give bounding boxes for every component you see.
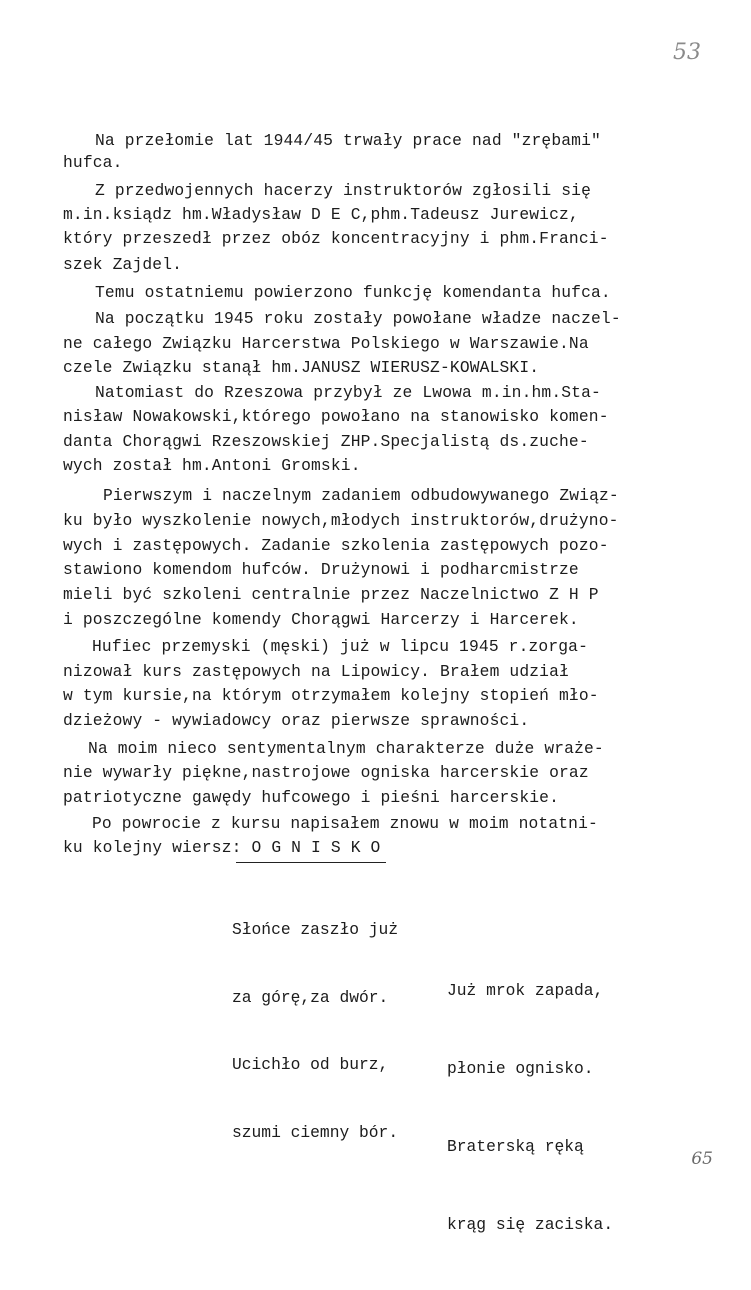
text-line: nisław Nowakowski,którego powołano na stanowisko komen- bbox=[63, 407, 609, 426]
text-line: wych został hm.Antoni Gromski. bbox=[63, 456, 361, 475]
text-line: ku było wyszkolenie nowych,młodych instruktorów,drużyno- bbox=[63, 511, 619, 530]
text-line: Na moim nieco sentymentalnym charakterze duże wraże- bbox=[88, 739, 604, 758]
poem-line: Braterską ręką bbox=[447, 1137, 584, 1156]
poem-line: szumi ciemny bór. bbox=[232, 1122, 399, 1142]
text-line: dzieżowy - wywiadowcy oraz pierwsze sprawności. bbox=[63, 711, 530, 730]
text-line: m.in.ksiądz hm.Władysław D E C,phm.Tadeusz Jurewicz, bbox=[63, 205, 579, 224]
handwritten-corner-note: 53 bbox=[673, 40, 701, 65]
text-line: Na przełomie lat 1944/45 trwały prace nad "zrębami" bbox=[95, 131, 601, 150]
text-line: ne całego Związku Harcerstwa Polskiego w Warszawie.Na bbox=[63, 334, 589, 353]
text-line: patriotyczne gawędy hufcowego i pieśni harcerskie. bbox=[63, 788, 560, 807]
poem-stanza-1 bbox=[232, 874, 398, 1189]
text-line: Po powrocie z kursu napisałem znowu w moim notatni- bbox=[92, 814, 598, 833]
text-line: który przeszedł przez obóz koncentracyjny i phm.Franci- bbox=[63, 229, 609, 248]
text-line: i poszczególne komendy Chorągwi Harcerzy i Harcerek. bbox=[63, 610, 579, 629]
text-line: nizował kurs zastępowych na Lipowicy. Brałem udział bbox=[63, 662, 569, 681]
text-line: w tym kursie,na którym otrzymałem kolejny stopień mło- bbox=[63, 686, 599, 705]
text-line: czele Związku stanął hm.JANUSZ WIERUSZ-KOWALSKI. bbox=[63, 358, 540, 377]
poem-line: Ucichło od burz, bbox=[232, 1055, 389, 1074]
text-line: ku kolejny wiersz: O G N I S K O bbox=[63, 838, 381, 857]
text-line: szek Zajdel. bbox=[63, 255, 183, 274]
poem-line: za górę,za dwór. bbox=[232, 987, 389, 1007]
poem-line: Już mrok zapada, bbox=[447, 981, 604, 1000]
text-line: wych i zastępowych. Zadanie szkolenia zastępowych pozo- bbox=[63, 536, 609, 555]
text-line: Temu ostatniemu powierzono funkcję komendanta hufca. bbox=[95, 283, 611, 302]
text-line: mieli być szkoleni centralnie przez Naczelnictwo Z H P bbox=[63, 585, 599, 604]
poem-line: płonie ognisko. bbox=[447, 1059, 594, 1078]
text-line: stawiono komendom hufców. Drużynowi i podharcmistrze bbox=[63, 560, 579, 579]
poem-title-underline bbox=[236, 862, 386, 863]
text-line: Hufiec przemyski (męski) już w lipcu 1945 r.zorga- bbox=[92, 637, 589, 656]
text-line: hufca. bbox=[63, 153, 123, 172]
poem-stanza-2 bbox=[447, 926, 613, 1290]
text-line: danta Chorągwi Rzeszowskiej ZHP.Specjalistą ds.zuche- bbox=[63, 432, 589, 451]
text-line: Natomiast do Rzeszowa przybył ze Lwowa m.in.hm.Sta- bbox=[95, 383, 601, 402]
text-line: nie wywarły piękne,nastrojowe ogniska harcerskie oraz bbox=[63, 763, 589, 782]
text-line: Pierwszym i naczelnym zadaniem odbudowywanego Związ- bbox=[103, 486, 619, 505]
text-line: Na początku 1945 roku zostały powołane władze naczel- bbox=[95, 309, 621, 328]
poem-line: krąg się zaciska. bbox=[447, 1215, 614, 1234]
text-line: Z przedwojennych hacerzy instruktorów zgłosili się bbox=[95, 181, 592, 200]
poem-line: Słońce zaszło już bbox=[232, 920, 399, 939]
handwritten-page-number: 65 bbox=[691, 1149, 713, 1169]
